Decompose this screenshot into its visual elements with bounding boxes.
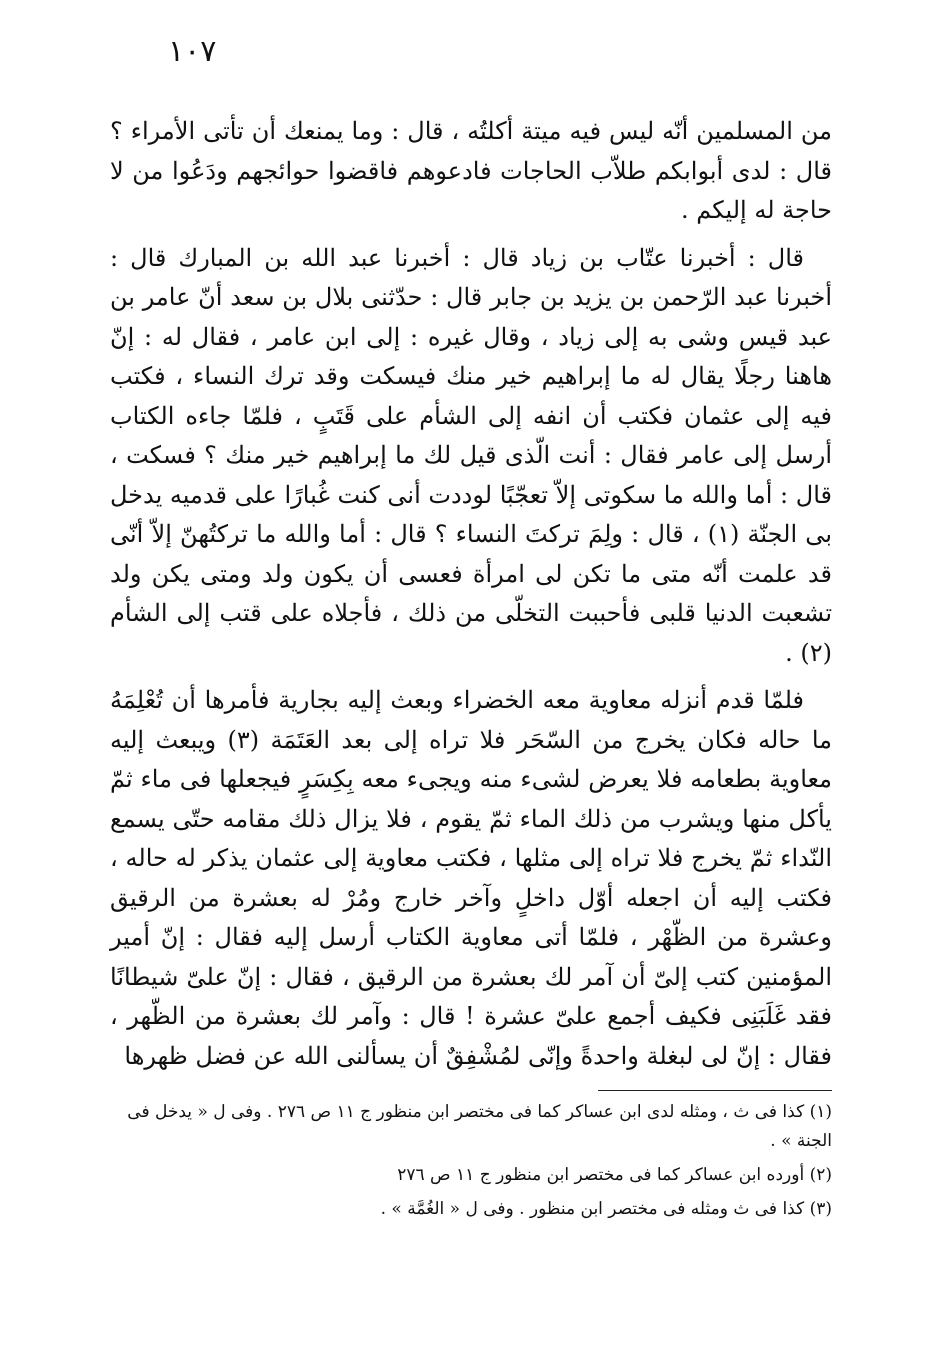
footnote-divider bbox=[598, 1090, 832, 1091]
paragraph-2: قال : أخبرنا عتّاب بن زياد قال : أخبرنا عبد الله بن المبارك قال : أخبرنا عبد الرّحمن بن يزيد بن جابر قال : حدّثنى بلال بن سعد أنّ عامر بن عبد قيس وشى به إلى زياد ، وقال غيره : إلى ابن عامر ، فقال له : إنّ هاهنا رجلًا يقال له ما إبراهيم خير منك فيسكت وقد ترك النساء ، فكتب فيه إلى عثمان فكتب أن انفه إلى الشأم على قَتَبٍ ، فلمّا جاءه الكتاب أرسل إلى عامر فقال : أنت الّذى قيل لك ما إبراهيم خير منك ؟ فسكت ، قال : أما والله ما سكوتى إلاّ تعجّبًا لوددت أنى كنت غُبارًا على قدميه يدخل بى الجنّة (١) ، قال : ولِمَ تركتَ النساء ؟ قال : أما والله ما تركتُهنّ إلاّ أنّى قد علمت أنّه متى ما تكن لى امرأة فعسى أن يكون ولد ومتى يكن ولد تشعبت الدنيا قلبى فأحببت التخلّى من ذلك ، فأجلاه على قتب إلى الشأم (٢) . bbox=[110, 243, 833, 667]
paragraph-1: من المسلمين أنّه ليس فيه ميتة أكلتُه ، قال : وما يمنعك أن تأتى الأمراء ؟ قال : لدى أبوابكم طلاّب الحاجات فادعوهم فاقضوا حوائجهم ودَعُوا من لا حاجة له إليكم . bbox=[110, 117, 832, 224]
paragraph-3: فلمّا قدم أنزله معاوية معه الخضراء وبعث إليه بجارية فأمرها أن تُعْلِمَهُ ما حاله فكان يخرج من السّحَر فلا تراه إلى بعد العَتَمَة (٣) ويبعث إليه معاوية بطعامه فلا يعرض لشىء منه ويجىء معه بِكِسَرٍ فيجعلها فى ماء ثمّ يأكل منها ويشرب من ذلك الماء ثمّ يقوم ، فلا يزال ذلك مقامه حتّى يسمع النّداء ثمّ يخرج فلا تراه إلى مثلها ، فكتب معاوية إلى عثمان يذكر له حاله ، فكتب إليه أن اجعله أوّل داخلٍ وآخر خارج ومُرْ له بعشرة من الرقيق وعشرة من الظّهْر ، فلمّا أتى معاوية الكتاب أرسل إليه فقال : إنّ أمير المؤمنين كتب إلىّ أن آمر لك بعشرة من الرقيق ، فقال : إنّ علىّ شيطانًا فقد غَلَبَنِى فكيف أجمع علىّ عشرة ! قال : وآمر لك بعشرة من الظّهر ، فقال : إنّ لى لبغلة واحدةً وإنّى لمُشْفِقٌ أن يسألنى الله عن فضل ظهرها bbox=[110, 686, 832, 1070]
footnote-2: (٢) أورده ابن عساكر كما فى مختصر ابن منظور ج ١١ ص ٢٧٦ bbox=[397, 1165, 832, 1185]
main-text bbox=[110, 112, 832, 1076]
footnote-3: (٣) كذا فى ث ومثله فى مختصر ابن منظور . وفى ل « الغُمَّة » . bbox=[380, 1199, 832, 1219]
page-number: ١٠٧ bbox=[168, 34, 217, 69]
footnotes bbox=[120, 1098, 832, 1229]
footnote-1: (١) كذا فى ث ، ومثله لدى ابن عساكر كما فى مختصر ابن منظور ج ١١ ص ٢٧٦ . وفى ل « يدخل فى الجنة » . bbox=[127, 1102, 832, 1151]
